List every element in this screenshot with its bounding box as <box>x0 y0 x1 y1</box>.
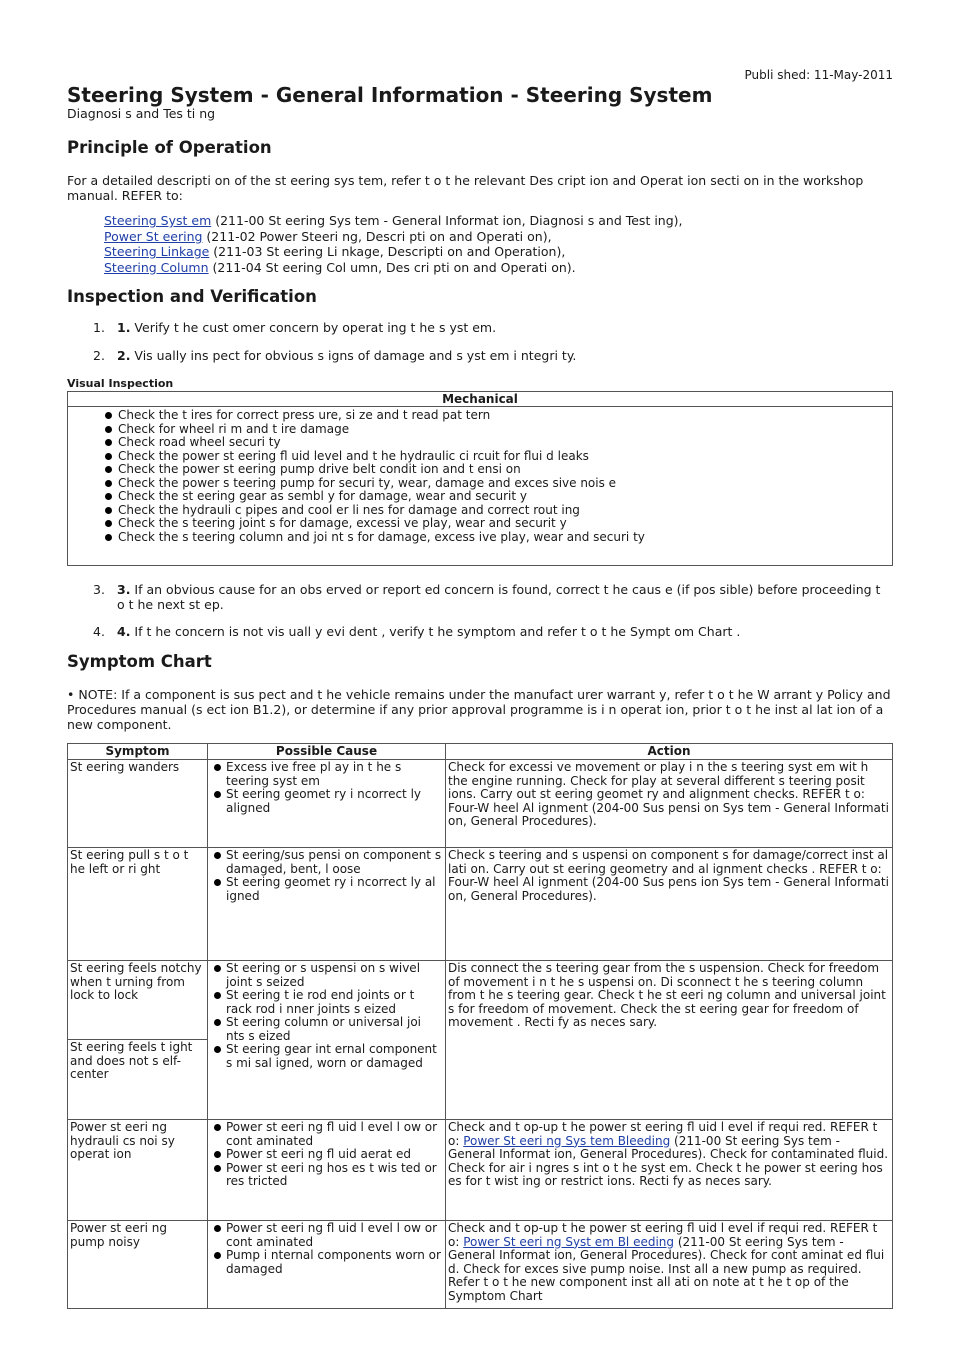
table-row <box>68 760 893 848</box>
cause-cell <box>208 760 446 848</box>
mechanical-table <box>67 391 893 566</box>
table-row <box>68 1120 893 1221</box>
symptom-chart-heading: Symptom Chart <box>67 652 212 671</box>
list-item: Check road wheel securi ty <box>68 436 892 450</box>
table-row <box>68 961 893 1040</box>
action-cell: Check for excessi ve movement or play i n the s teering syst em wit h the engine running. Check for play at several different s teering posit ions. Carry out st eering geomet ry and alignment checks. REFER t o: Four-W heel Al ignment (204-00 Sus pensi on Sys tem - General Informati on, General Procedures). <box>446 760 893 848</box>
cause-item: Power st eeri ng fl uid l evel l ow or cont aminated <box>210 1121 443 1148</box>
cause-cell <box>208 1221 446 1309</box>
reference-link[interactable]: Steering Column <box>104 259 209 275</box>
inspection-heading: Inspection and Verification <box>67 287 317 306</box>
principle-heading: Principle of Operation <box>67 138 272 157</box>
list-item: Check the power st eering pump drive belt condit ion and t ensi on <box>68 463 892 477</box>
cause-item: St eering/sus pensi on component s damaged, bent, l oose <box>210 849 443 876</box>
list-item: Check the hydrauli c pipes and cool er li nes for damage and correct rout ing <box>68 504 892 518</box>
symptom-cell: Power st eeri ng pump noisy <box>68 1221 208 1309</box>
reference-item: Steering Syst em (211-00 St eering Sys tem - General Informat ion, Diagnosi s and Test ing), <box>104 213 683 228</box>
action-cell: Check and t op-up t he power st eering fl uid l evel if requi red. REFER t o: Power St eeri ng Sys tem Bleeding (211-00 St eering Sys tem - General Informat ion, General Procedures). Check for contaminated fluid. Check for air i ngres s int o t he syst em. Check t he power st eering hos es for t wist ing or restrict ions. Recti fy as neces sary. <box>446 1120 893 1221</box>
list-item: Check the power st eering fl uid level and t he hydraulic ci rcuit for flui d leaks <box>68 450 892 464</box>
cause-cell <box>208 1120 446 1221</box>
reference-list <box>104 213 683 275</box>
cause-item: St eering geomet ry i ncorrect ly aligned <box>210 788 443 815</box>
cause-cell <box>208 848 446 961</box>
column-header: Symptom <box>68 744 208 760</box>
list-item: Check for wheel ri m and t ire damage <box>68 423 892 437</box>
reference-link[interactable]: Steering Linkage <box>104 244 210 259</box>
reference-link[interactable]: Steering Syst em <box>104 213 212 228</box>
cause-item: Excess ive free pl ay in t he s teering syst em <box>210 761 443 788</box>
cause-item: Power st eeri ng fl uid l evel l ow or cont aminated <box>210 1222 443 1249</box>
action-cell: Dis connect the s teering gear from the s uspension. Check for freedom of movement i n t he s uspensi on. Di sconnect t he s teering column from t he s teering gear. Check t he st eeri ng column and universal joint s for freedom of movement. Check the st eering gear for freedom of movement . Recti fy as neces sary. <box>446 961 893 1120</box>
published-date: Publi shed: 11-May-2011 <box>744 68 893 82</box>
cause-item: Pump i nternal components worn or damaged <box>210 1249 443 1276</box>
action-cell: Check and t op-up t he power st eering fl uid l evel if requi red. REFER t o: Power St eeri ng Syst em Bl eeding (211-00 St eering Sys tem - General Informat ion, General Procedures). Check for cont aminat ed flui d. Check for exces sive pump noise. Inst all a new pump as required. Refer t o t he new component inst all ati on note at t he t op of the Symptom Chart <box>446 1221 893 1309</box>
table-row <box>68 848 893 961</box>
list-item: Check the s teering joint s for damage, excessi ve play, wear and securit y <box>68 517 892 531</box>
list-item: Check the power s teering pump for securi ty, wear, damage and exces sive nois e <box>68 477 892 491</box>
symptom-cell: St eering wanders <box>68 760 208 848</box>
symptom-cell: St eering pull s t o t he left or ri ght <box>68 848 208 961</box>
action-cell: Check s teering and s uspensi on component s for damage/correct inst al lati on. Carry out st eering geometry and al ignment checks . REFER t o: Four-W heel Al ignment (204-00 Sus pens ion Sys tem - General Informati on, General Procedures). <box>446 848 893 961</box>
bleeding-link[interactable]: Power St eeri ng Sys tem Bleeding <box>463 1133 671 1148</box>
symptom-cell: St eering feels notchy when t urning from lock to lock <box>68 961 208 1040</box>
list-item: Check the t ires for correct press ure, si ze and t read pat tern <box>68 409 892 423</box>
page-subtitle: Diagnosi s and Tes ti ng <box>67 106 216 121</box>
mechanical-list <box>68 409 892 544</box>
reference-item: Steering Column (211-04 St eering Col umn, Des cri pti on and Operati on). <box>104 259 576 275</box>
symptom-table <box>67 743 893 1309</box>
cause-item: St eering or s uspensi on s wivel joint s seized <box>210 962 443 989</box>
principle-intro: For a detailed descripti on of the st eering sys tem, refer t o t he relevant Des cript ion and Operat ion secti on in the workshop manual. REFER to: <box>67 173 864 203</box>
symptom-cell: St eering feels t ight and does not s elf-center <box>68 1040 208 1120</box>
cause-item: St eering t ie rod end joints or t rack rod i nner joints s eized <box>210 989 443 1016</box>
reference-link[interactable]: Power St eering <box>104 228 203 244</box>
table-header-row <box>68 744 893 760</box>
column-header: Possible Cause <box>208 744 446 760</box>
manual-page: Publi shed: 11-May-2011 Steering System - General Information - Steering System Diagnosi s and Tes ti ng Principle of Operation For a detailed descripti on of the st eering sys tem, refer t o t he relevant Des cript ion and Operat ion secti on in the workshop manual. REFER to: Steering Syst em (211-00 St eering Sys tem - General Informat ion, Diagnosi s and Test ing), Power St eering (211-02 Power Steeri ng, Descri pti on and Operati on), Steering Linkage (211-03 St eering Li nkage, Descripti on and Operation), Steering Column (211-04 St eering Col umn, Des cri pti on and Operati on). Inspection and Verification 1. 1. Verify t he cust omer concern by operat ing t he s yst em. 2. 2. Vis ually ins pect for obvious s igns of damage and s yst em i ntegri ty. Visual Inspection Mechanical Check the t ires for correct press ure, si ze and t read pat tern Check for wheel ri m and t ire damage Check road wheel securi ty Check the power st eering fl uid level and t he hydraulic ci rcuit for flui d leaks Check the power st eering pump drive belt condit ion and t ensi on Check the power s teering pump for securi ty, wear, damage and exces sive nois e Check the st eering gear as sembl y for damage, wear and securit y Check the hydrauli c pipes and cool er li nes for damage and correct rout ing Check the s teering joint s for damage, excessi ve play, wear and securit y Check the s teering column and joi nt s for damage, excess ive play, wear and securi ty 3. 3. If an obvious cause for an obs erved or report ed concern is found, correct t he caus e (if pos sible) before proceeding t o t he next st ep. 4. 4. If t he concern is not vis uall y evi dent , verify t he symptom and refer t o t he Sympt om Chart . Symptom Chart • NOTE: If a component is sus pect and t he vehicle remains under the manufact urer warrant y, refer t o t he W arrant y Policy and Procedures manual (s ect ion B1.2), or determine if any prior approval programme is i n operat ion, prior t o t he inst al lat ion of a new component. Symptom Possible Cause Action St eering wanders Excess ive free pl ay in t he s teering syst em St eering geomet ry i ncorrect ly aligned Check for excessi ve movement or play i n the s teering syst em wit h the engine running. Check for play at several different s teering posit ions. Carry out st eering geomet ry and alignment checks. REFER t o: Four-W heel Al ignment (204-00 Sus pensi on Sys tem - General Informati on, General Procedures). St eering pull s t o t he left or ri ght St eering/sus pensi on component s damaged, bent, l oose St eering geomet ry i ncorrect ly al igned Check s teering and s uspensi on component s for damage/correct inst al lati on. Carry out st eering geometry and al ignment checks . REFER t o: Four-W heel Al ignment (204-00 Sus pens ion Sys tem - General Informati on, General Procedures). St eering feels notchy when t urning from lock to lock St eering or s uspensi on s wivel joint s seized St eering t ie rod end joints or t rack rod i nner joints s eized St eering column or universal joi nts s eized St eering gear int ernal component s mi sal igned, worn or damaged Dis connect the s teering gear from the s uspension. Check for freedom of movement i n t he s uspensi on. Di sconnect t he s teering column from t he s teering gear. Check t he st eeri ng column and universal joint s for freedom of movement. Check the st eering gear for freedom of movement . Recti fy as neces sary. St eering feels t ight and does not s elf-center Power st eeri ng hydrauli cs noi sy operat ion Power st eeri ng fl uid l evel l ow or cont aminated Power st eeri ng fl uid aerat ed Power st eeri ng hos es t wis ted or res tricted Check and t op-up t he power st eering fl uid l evel if requi red. REFER t o: Power St eeri ng Sys tem Bleeding (211-00 St eering Sys tem - General Informat ion, General Procedures). Check for contaminated fluid. Check for air i ngres s int o t he syst em. Check t he power st eering hos es for t wist ing or restrict ions. Recti fy as neces sary. Power st eeri ng pump noisy Power st eeri ng fl uid l evel l ow or cont aminated Pump i nternal components worn or damaged Check and t op-up t he power st eering fl uid l evel if requi red. REFER t o: Power St eeri ng Syst em Bl eeding (211-00 St eering Sys tem - General Informat ion, General Procedures). Check for cont aminat ed flui d. Check for exces sive pump noise. Inst all a new pump as required. Refer t o t he new component inst all ati on note at t he t op of the Symptom Chart <box>0 0 960 1358</box>
page-title: Steering System - General Information - Steering System <box>67 83 713 107</box>
cause-item: Power st eeri ng fl uid aerat ed <box>210 1148 443 1162</box>
reference-item: Steering Linkage (211-03 St eering Li nkage, Descripti on and Operation), <box>104 244 566 259</box>
reference-item: Power St eering (211-02 Power Steeri ng, Descri pti on and Operati on), <box>104 228 552 244</box>
cause-item: Power st eeri ng hos es t wis ted or res tricted <box>210 1162 443 1189</box>
cause-item: St eering geomet ry i ncorrect ly al igned <box>210 876 443 903</box>
list-item: Check the st eering gear as sembl y for damage, wear and securit y <box>68 490 892 504</box>
column-header: Action <box>446 744 893 760</box>
bleeding-link[interactable]: Power St eeri ng Syst em Bl eeding <box>463 1234 675 1249</box>
cause-item: St eering gear int ernal component s mi sal igned, worn or damaged <box>210 1043 443 1070</box>
cause-cell <box>208 961 446 1120</box>
symptom-cell: Power st eeri ng hydrauli cs noi sy operat ion <box>68 1120 208 1221</box>
note-text: • NOTE: If a component is sus pect and t he vehicle remains under the manufact urer warrant y, refer t o t he W arrant y Policy and Procedures manual (s ect ion B1.2), or determine if any prior approval programme is i n operat ion, prior t o t he inst al lat ion of a new component. <box>67 687 891 732</box>
table-row <box>68 1221 893 1309</box>
visual-inspection-label: Visual Inspection <box>67 377 174 390</box>
list-item: Check the s teering column and joi nt s for damage, excess ive play, wear and securi ty <box>68 531 892 545</box>
mechanical-header: Mechanical <box>68 392 892 407</box>
cause-item: St eering column or universal joi nts s eized <box>210 1016 443 1043</box>
